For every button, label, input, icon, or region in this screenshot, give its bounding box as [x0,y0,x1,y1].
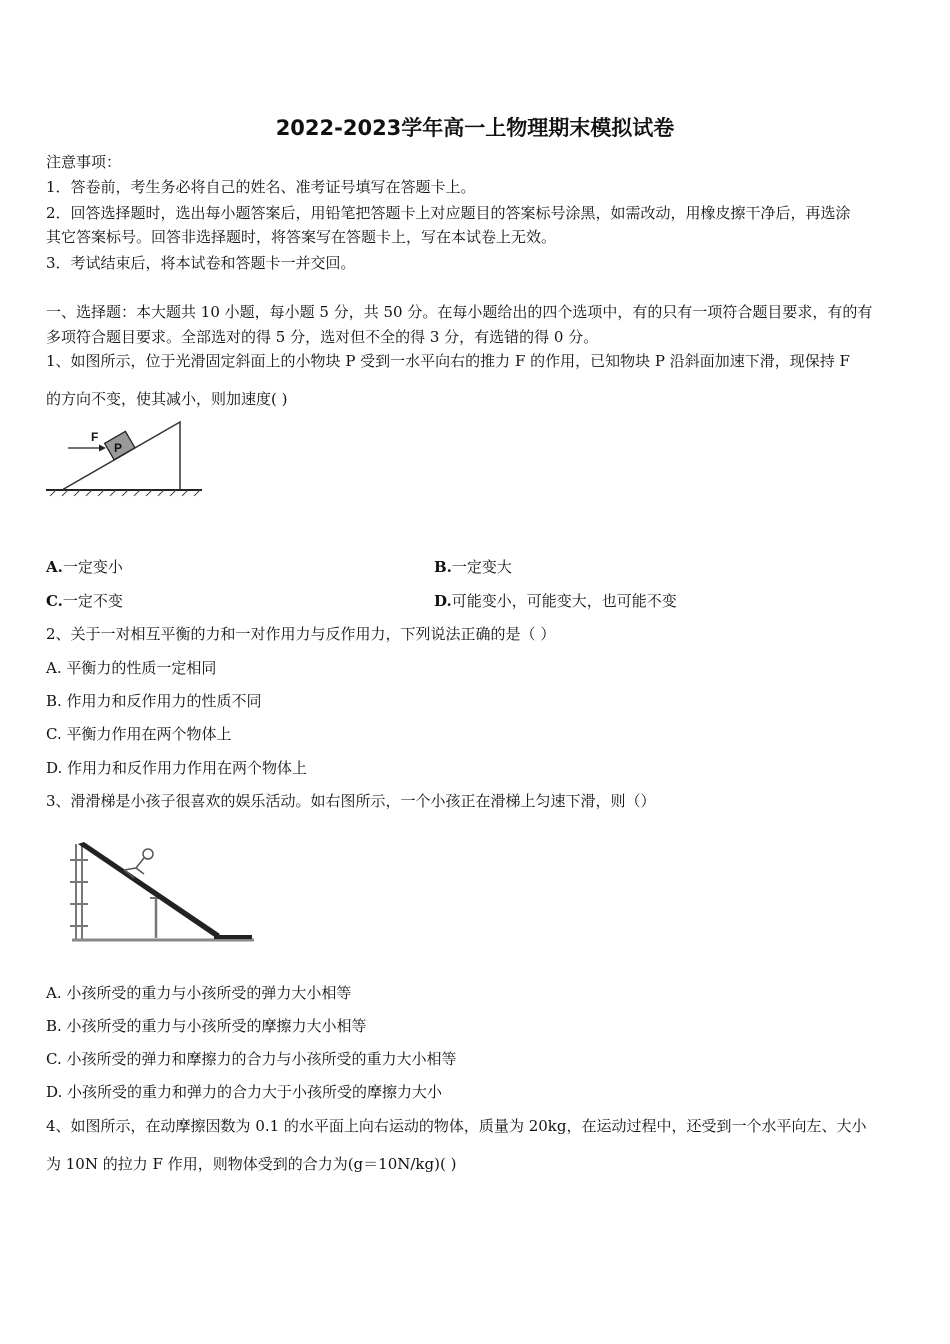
force-arrow-head [99,445,106,452]
q3-stem: 3、滑滑梯是小孩子很喜欢的娱乐活动。如右图所示，一个小孩正在滑梯上匀速下滑，则（） [46,792,656,810]
block-label-p: P [114,441,123,455]
notice-item-3: 3．考试结束后，将本试卷和答题卡一并交回。 [46,254,356,272]
q4-stem-line1: 4、如图所示，在动摩擦因数为 0.1 的水平面上向右运动的物体，质量为 20kg，在运动过程中，还受到一个水平向左、大小 [46,1117,867,1135]
q4-stem-line2: 为 10N 的拉力 F 作用，则物体受到的合力为(g＝10N/kg)( ) [46,1155,457,1173]
q2-option-c: C. 平衡力作用在两个物体上 [46,725,232,743]
q1-option-d [434,590,677,612]
q1-stem-line1: 1、如图所示，位于光滑固定斜面上的小物块 P 受到一水平向右的推力 F 的作用，已知物块 P 沿斜面加速下滑，现保持 F [46,352,850,370]
q1-stem-line2: 的方向不变，使其减小，则加速度( ) [46,390,288,408]
notice-item-2: 2．回答选择题时，选出每小题答案后，用铅笔把答题卡上对应题目的答案标号涂黑，如需改动，用橡皮擦干净后，再选涂 [46,204,851,222]
q1-option-a [46,556,123,578]
child-figure [124,849,153,878]
q3-option-c: C. 小孩所受的弹力和摩擦力的合力与小孩所受的重力大小相等 [46,1050,457,1068]
q3-option-b: B. 小孩所受的重力与小孩所受的摩擦力大小相等 [46,1017,367,1035]
force-label-f: F [91,430,99,444]
q1-incline-figure [44,416,206,498]
q1-option-b [434,556,512,578]
ground-hatching [46,490,202,496]
slide-surface [78,842,220,938]
q2-stem: 2、关于一对相互平衡的力和一对作用力与反作用力，下列说法正确的是（ ） [46,625,556,643]
q1-option-b-key: B. [434,558,452,576]
q3-option-d: D. 小孩所受的重力和弹力的合力大于小孩所受的摩擦力大小 [46,1083,443,1101]
ladder [70,844,88,940]
q2-option-b: B. 作用力和反作用力的性质不同 [46,692,262,710]
notice-item-1: 1．答卷前，考生务必将自己的姓名、准考证号填写在答题卡上。 [46,178,476,196]
q1-option-b-text: 一定变大 [451,558,512,576]
notice-item-2-cont: 其它答案标号。回答非选择题时，将答案写在答题卡上，写在本试卷上无效。 [46,228,557,246]
q3-slide-figure [64,838,258,946]
q2-option-d: D. 作用力和反作用力作用在两个物体上 [46,759,308,777]
page-title: 2022-2023学年高一上物理期末模拟试卷 [275,116,675,140]
notice-heading: 注意事项： [46,153,122,171]
q3-option-a: A. 小孩所受的重力与小孩所受的弹力大小相等 [46,984,352,1002]
q1-option-d-text: 可能变小，可能变大，也可能不变 [451,592,677,610]
q1-option-a-key: A. [46,558,63,576]
q1-option-c-key: C. [46,592,63,610]
section-intro-line1: 一、选择题：本大题共 10 小题，每小题 5 分，共 50 分。在每小题给出的四个选项中，有的只有一项符合题目要求，有的有 [46,303,873,321]
q1-option-a-text: 一定变小 [62,558,123,576]
q1-option-c [46,590,123,612]
q1-option-d-key: D. [434,592,452,610]
q2-option-a: A. 平衡力的性质一定相同 [46,659,217,677]
section-intro-line2: 多项符合题目要求。全部选对的得 5 分，选对但不全的得 3 分，有选错的得 0 分。 [46,328,599,346]
q1-option-c-text: 一定不变 [62,592,123,610]
